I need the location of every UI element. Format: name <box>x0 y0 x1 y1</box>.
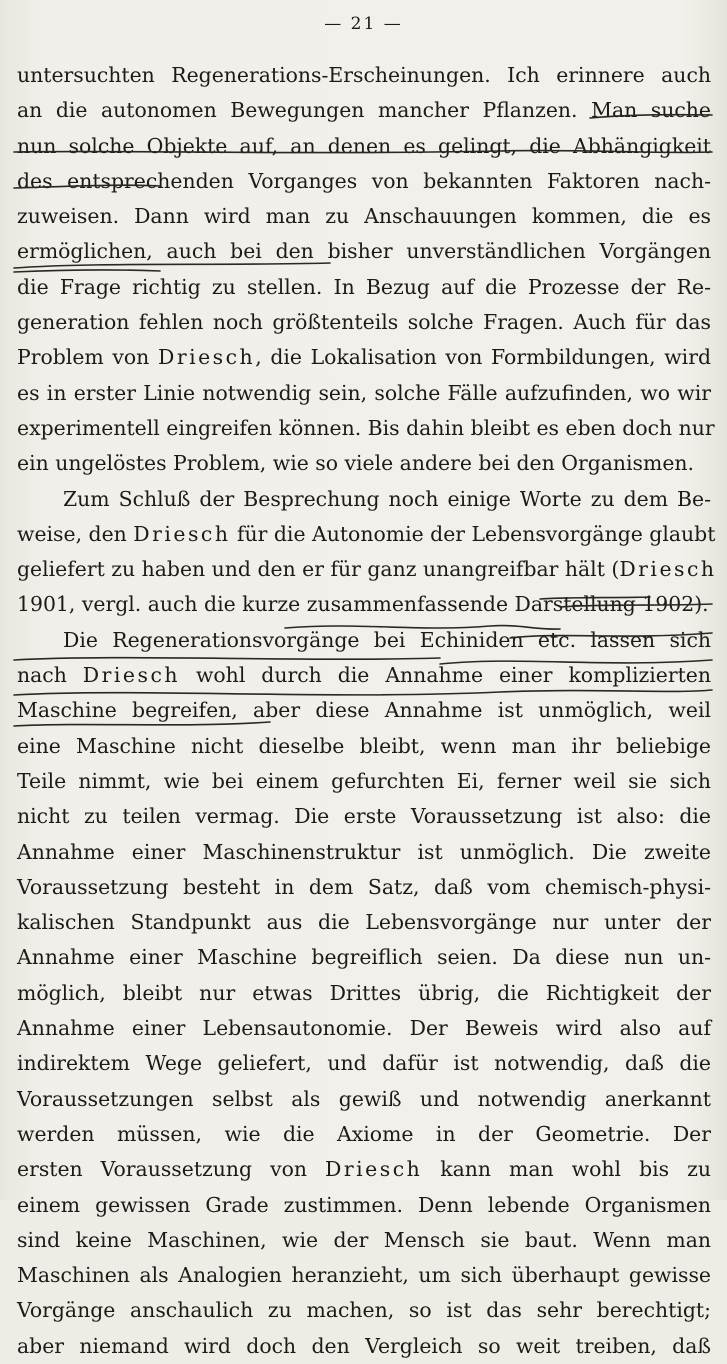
text-line: eine Maschine nicht dieselbe bleibt, wenn man ihr beliebige <box>17 733 711 758</box>
text-line: ein ungelöstes Problem, wie so viele andere bei den Organismen. <box>17 451 695 476</box>
text-line: zuweisen. Dann wird man zu Anschauungen kommen, die es <box>17 204 711 229</box>
text-line: Teile nimmt, wie bei einem gefurchten Ei, ferner weil sie sich <box>17 768 711 793</box>
text-line: ersten Voraussetzung von Driesch kann man wohl bis zu <box>17 1157 711 1182</box>
text-line: Maschine begreifen, aber diese Annahme ist unmöglich, weil <box>17 698 711 723</box>
text-line: weise, den Driesch für die Autonomie der Lebensvorgänge glaubt <box>17 521 716 546</box>
text-line: des entsprechenden Vorganges von bekannten Faktoren nach- <box>17 168 711 193</box>
text-line: kalischen Standpunkt aus die Lebensvorgänge nur unter der <box>17 910 711 935</box>
text-line: sind keine Maschinen, wie der Mensch sie baut. Wenn man <box>17 1227 711 1252</box>
author-name: Driesch <box>157 345 256 370</box>
author-name: Driesch <box>619 557 717 582</box>
text-line: Voraussetzungen selbst als gewiß und notwendig anerkannt <box>17 1086 711 1111</box>
text-line: an die autonomen Bewegungen mancher Pflanzen. Man suche <box>17 98 711 123</box>
text-line: einem gewissen Grade zustimmen. Denn lebende Organismen <box>17 1192 711 1217</box>
text-line: nach Driesch wohl durch die Annahme einer komplizierten <box>17 663 711 688</box>
page-number: — 21 — <box>324 14 403 34</box>
text-line: Voraussetzung besteht in dem Satz, daß vom chemisch-physi- <box>17 874 711 899</box>
text-line: nicht zu teilen vermag. Die erste Voraussetzung ist also: die <box>17 804 711 829</box>
text-line: generation fehlen noch größtenteils solche Fragen. Auch für das <box>17 310 711 335</box>
text-line: Annahme einer Lebensautonomie. Der Beweis wird also auf <box>17 1016 711 1041</box>
text-line: Problem von Driesch, die Lokalisation von Formbildungen, wird <box>17 345 711 370</box>
text-line: Vorgänge anschaulich zu machen, so ist das sehr berechtigt; <box>17 1298 711 1323</box>
text-line: 1901, vergl. auch die kurze zusammenfassende Darstellung 1902). <box>17 592 709 617</box>
text-line: indirektem Wege geliefert, und dafür ist notwendig, daß die <box>17 1051 711 1076</box>
text-line: ermöglichen, auch bei den bisher unverständlichen Vorgängen <box>17 239 711 264</box>
text-line: geliefert zu haben und den er für ganz unangreifbar hält (Driesch <box>17 557 717 582</box>
text-line: möglich, bleibt nur etwas Drittes übrig, die Richtigkeit der <box>17 980 711 1005</box>
text-line: nun solche Objekte auf, an denen es gelingt, die Abhängigkeit <box>17 133 711 158</box>
author-name: Driesch <box>82 663 180 688</box>
text-line: Maschinen als Analogien heranzieht, um sich überhaupt gewisse <box>17 1263 711 1288</box>
text-line: aber niemand wird doch den Vergleich so weit treiben, daß <box>17 1333 711 1358</box>
text-line: Annahme einer Maschinenstruktur ist unmöglich. Die zweite <box>17 839 711 864</box>
author-name: Driesch <box>133 521 231 546</box>
text-line: Annahme einer Maschine begreiflich seien. Da diese nun un- <box>17 945 711 970</box>
body-text <box>17 58 717 1364</box>
text-line: untersuchten Regenerations-Erscheinungen. Ich erinnere auch <box>17 63 711 87</box>
text-line: experimentell eingreifen können. Bis dahin bleibt es eben doch nur <box>17 415 715 440</box>
text-line: werden müssen, wie die Axiome in der Geometrie. Der <box>17 1121 711 1146</box>
author-name: Driesch <box>325 1157 423 1182</box>
text-line: Die Regenerationsvorgänge bei Echiniden etc. lassen sich <box>63 627 711 652</box>
text-line: Zum Schluß der Besprechung noch einige Worte zu dem Be- <box>63 486 711 511</box>
text-line: die Frage richtig zu stellen. In Bezug auf die Prozesse der Re- <box>17 274 711 299</box>
text-line: es in erster Linie notwendig sein, solche Fälle aufzufinden, wo wir <box>17 380 711 405</box>
